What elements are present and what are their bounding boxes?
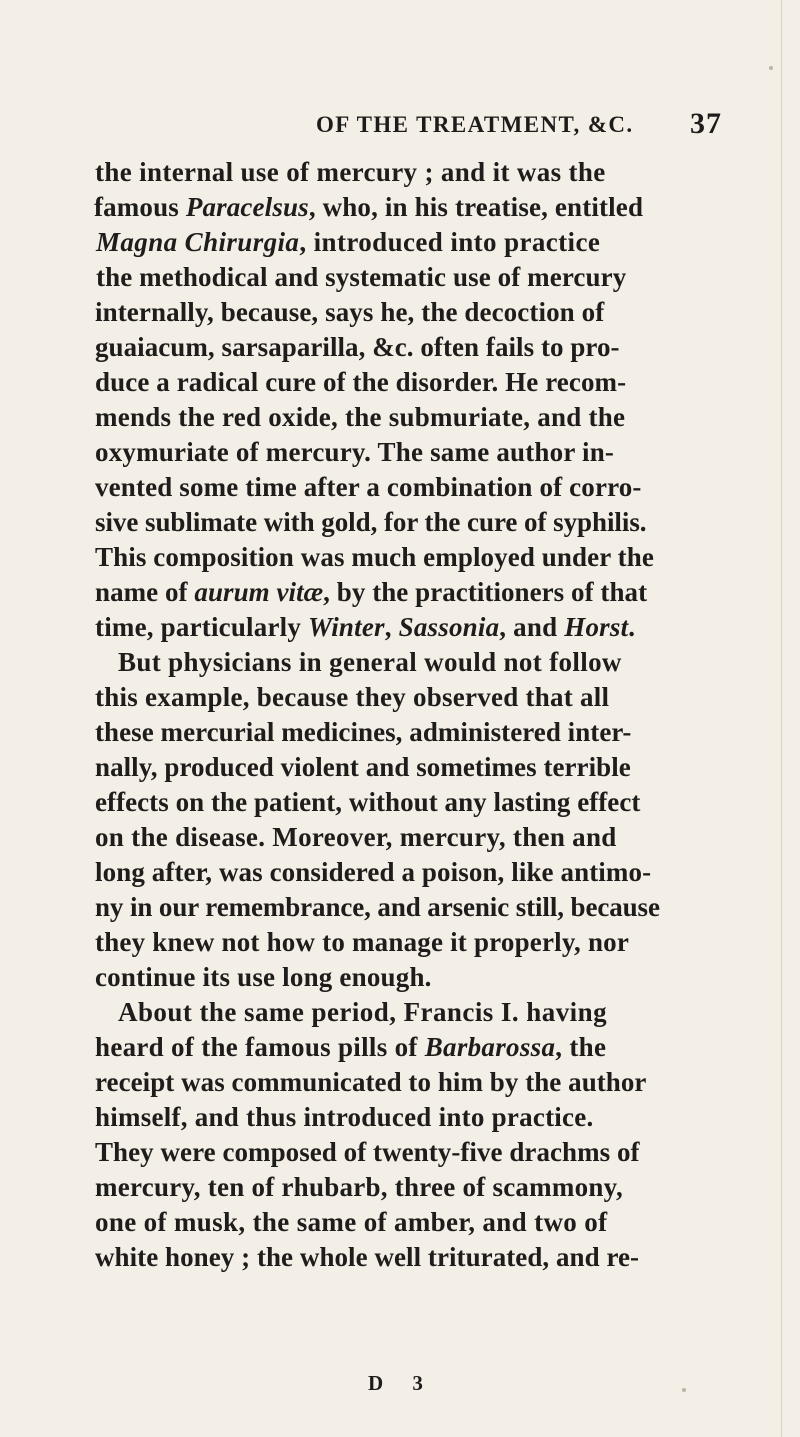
text-line: famous Paracelsus, who, in his treatise, entitled — [94, 192, 644, 222]
text-line: mends the red oxide, the submuriate, and the — [95, 402, 626, 432]
signature-mark: D 3 — [368, 1371, 435, 1395]
text-line: But physicians in general would not follow — [118, 647, 622, 677]
page-edge — [781, 0, 782, 1437]
running-head — [0, 106, 800, 146]
text-line: name of aurum vitæ, by the practitioners of that — [95, 577, 648, 607]
margin-spot — [682, 1388, 686, 1392]
text-line: duce a radical cure of the disorder. He recom- — [95, 367, 627, 397]
running-title: OF THE TREATMENT, &C. — [316, 112, 634, 137]
text-line: About the same period, Francis I. having — [118, 997, 608, 1027]
text-line: nally, produced violent and sometimes terrible — [95, 752, 631, 782]
text-line: continue its use long enough. — [95, 962, 432, 992]
text-line: oxymuriate of mercury. The same author in- — [95, 437, 615, 467]
text-line: Magna Chirurgia, introduced into practice — [96, 227, 601, 257]
text-line: this example, because they observed that all — [95, 682, 610, 712]
text-line: effects on the patient, without any lasting effect — [95, 787, 641, 817]
page-number: 37 — [690, 107, 722, 140]
margin-spot — [769, 66, 773, 70]
text-line: sive sublimate with gold, for the cure of syphilis. — [95, 507, 647, 537]
text-line: guaiacum, sarsaparilla, &c. often fails to pro- — [95, 332, 620, 362]
text-line: long after, was considered a poison, like antimo- — [95, 857, 652, 887]
text-line: receipt was communicated to him by the author — [95, 1067, 647, 1097]
text-line: these mercurial medicines, administered inter- — [95, 717, 632, 747]
text-line: they knew not how to manage it properly, nor — [95, 927, 630, 957]
text-line: internally, because, says he, the decoction of — [95, 297, 605, 327]
text-line: one of musk, the same of amber, and two of — [95, 1207, 608, 1237]
text-line: on the disease. Moreover, mercury, then and — [95, 822, 617, 852]
text-line: This composition was much employed under the — [95, 542, 654, 572]
text-line: heard of the famous pills of Barbarossa, the — [95, 1032, 607, 1062]
text-line: white honey ; the whole well triturated, and re- — [95, 1242, 640, 1272]
text-line: himself, and thus introduced into practice. — [95, 1102, 594, 1132]
text-line: the methodical and systematic use of mercury — [96, 262, 627, 292]
text-line: mercury, ten of rhubarb, three of scammony, — [95, 1172, 623, 1202]
text-line: ny in our remembrance, and arsenic still, because — [95, 892, 660, 922]
text-line: vented some time after a combination of corro- — [95, 472, 642, 502]
text-line: They were composed of twenty-five drachms of — [95, 1137, 640, 1167]
text-line: the internal use of mercury ; and it was the — [95, 157, 606, 187]
text-line: time, particularly Winter, Sassonia, and Horst. — [95, 612, 636, 642]
